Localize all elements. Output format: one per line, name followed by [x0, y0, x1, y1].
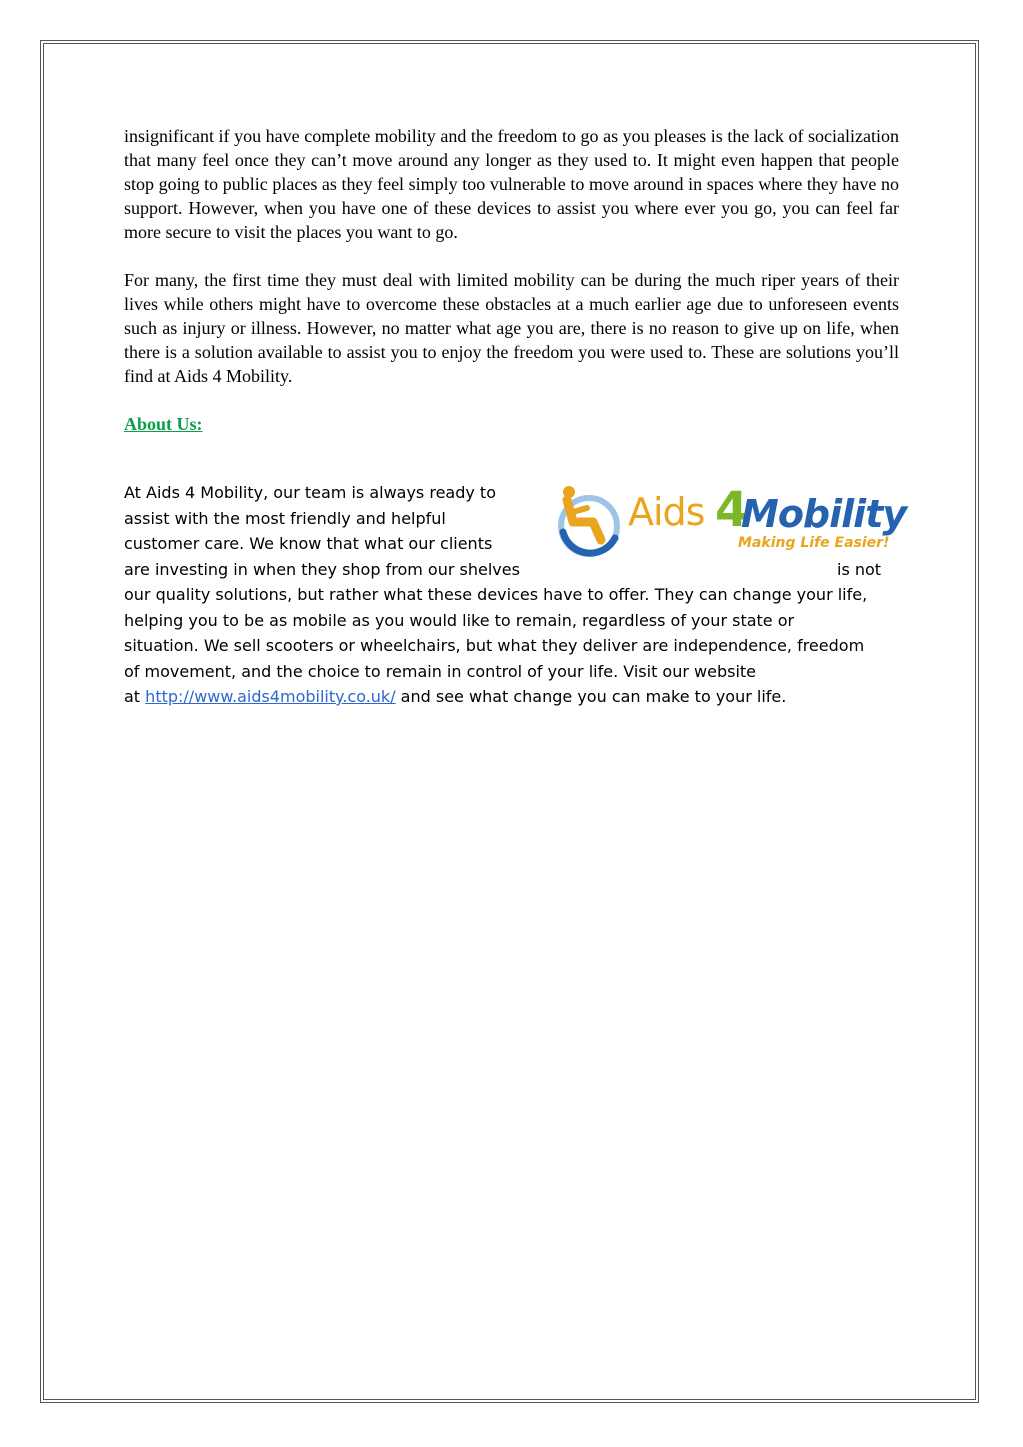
about-line-6: helping you to be as mobile as you would like to remain, regardless of your state or: [124, 610, 795, 630]
about-line-2: assist with the most friendly and helpful: [124, 508, 446, 528]
paragraph-spacer: [124, 388, 899, 412]
about-line-5: our quality solutions, but rather what these devices have to offer. They can change your life,: [124, 585, 868, 604]
about-us-section: [124, 480, 907, 710]
website-link[interactable]: http://www.aids4mobility.co.uk/: [145, 687, 396, 706]
last-line-suffix: and see what change you can make to your life.: [395, 687, 787, 706]
logo-word-mobility: Mobility: [741, 492, 907, 536]
document-body: [124, 124, 899, 436]
about-line-1: At Aids 4 Mobility, our team is always ready to: [124, 483, 496, 502]
logo-tagline: Making Life Easier!: [738, 535, 890, 551]
paragraph-spacer: [124, 244, 899, 268]
about-line-4: [124, 557, 904, 583]
paragraph-1: insignificant if you have complete mobility and the freedom to go as you pleases is the lack of socialization that many feel once they can’t move around any longer as they used to. It might even happen that people stop going to public places as they feel simply too vulnerable to move around in spaces where they have no support. However, when you have one of these devices to assist you where ever you go, you can feel far more secure to visit the places you want to go.: [124, 126, 899, 242]
about-us-heading: About Us:: [124, 414, 203, 434]
about-line-3: customer care. We know that what our clients: [124, 534, 493, 553]
about-line-4-tail: is not: [837, 559, 882, 579]
about-line-8: of movement, and the choice to remain in control of your life. Visit our website: [124, 661, 757, 681]
last-line-prefix: at: [124, 687, 146, 706]
paragraph-2: For many, the first time they must deal with limited mobility can be during the much riper years of their lives while others might have to overcome these obstacles at a much earlier age due to unforeseen events such as injury or illness. However, no matter what age you are, there is no reason to give up on life, when there is a solution available to assist you to enjoy the freedom you were used to. These are solutions you’ll find at Aids 4 Mobility.: [124, 270, 899, 386]
about-last-line: [124, 684, 904, 710]
about-line-7: situation. We sell scooters or wheelchairs, but what they deliver are independence, freedom: [124, 636, 865, 655]
logo-word-aids: Aids: [628, 490, 705, 534]
about-line-4-text: are investing in when they shop from our shelves: [124, 559, 520, 579]
logo-word-four: 4: [715, 482, 749, 538]
